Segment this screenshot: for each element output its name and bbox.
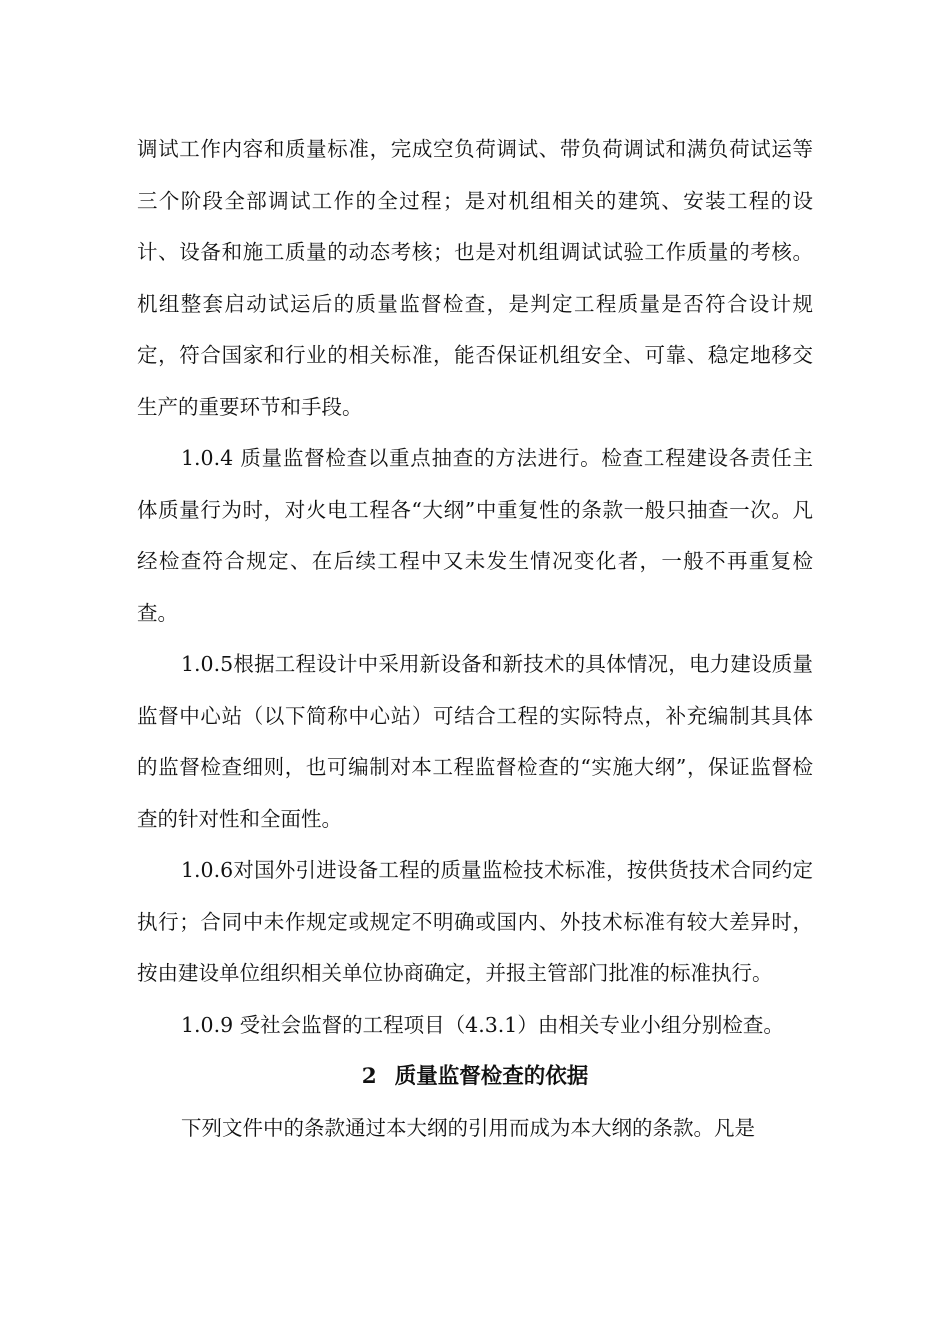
paragraph-continuation: 调试工作内容和质量标准，完成空负荷调试、带负荷调试和满负荷试运等三个阶段全部调试工作的全过程；是对机组相关的建筑、安装工程的设计、设备和施工质量的动态考核；也是对机组调试试验工作质量的考核。机组整套启动试运后的质量监督检查，是判定工程质量是否符合设计规定，符合国家和行业的相关标准，能否保证机组安全、可靠、稳定地移交生产的重要环节和手段。 <box>137 137 813 419</box>
paragraph-1-0-6: 1.0.6对国外引进设备工程的质量监检技术标准，按供货技术合同约定执行；合同中未作规定或规定不明确或国内、外技术标准有较大差异时，按由建设单位组织相关单位协商确定，并报主管部门批准的标准执行。 <box>137 858 813 985</box>
paragraph-1-0-9: 1.0.9 受社会监督的工程项目（4.3.1）由相关专业小组分别检查。 <box>181 1012 784 1037</box>
section-number: 2 <box>361 1064 377 1089</box>
paragraph-1-0-5: 1.0.5根据工程设计中采用新设备和新技术的具体情况，电力建设质量监督中心站（以下简称中心站）可结合工程的实际特点，补充编制其具体的监督检查细则，也可编制对本工程监督检查的“实施大纲”，保证监督检查的针对性和全面性。 <box>137 652 813 831</box>
paragraph-1-0-4: 1.0.4 质量监督检查以重点抽查的方法进行。检查工程建设各责任主体质量行为时，对火电工程各“大纲”中重复性的条款一般只抽查一次。凡经检查符合规定、在后续工程中又未发生情况变化者，一般不再重复检查。 <box>137 446 813 625</box>
document-body <box>137 124 813 1154</box>
section-heading <box>137 1051 813 1103</box>
paragraph-section-intro: 下列文件中的条款通过本大纲的引用而成为本大纲的条款。凡是 <box>181 1115 755 1140</box>
section-title: 质量监督检查的依据 <box>394 1064 589 1089</box>
